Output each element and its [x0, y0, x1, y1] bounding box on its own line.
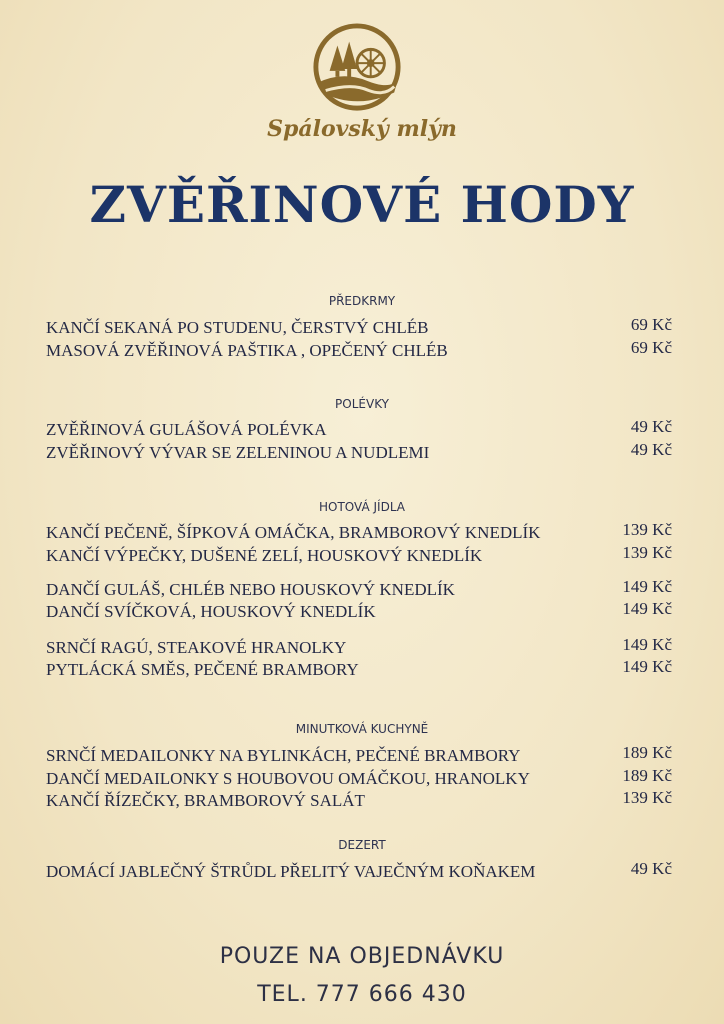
- menu-item: [46, 635, 672, 660]
- menu-item-name: DOMÁCÍ JABLEČNÝ ŠTRŮDL PŘELITÝ VAJEČNÝM KOŇAKEM: [46, 862, 536, 881]
- section-title-minutkova-kuchyne: MINUTKOVÁ KUCHYNĚ: [295, 722, 429, 736]
- menu-item: [46, 657, 672, 682]
- section-title-polevky: POLÉVKY: [335, 397, 389, 411]
- menu-item-name: SRNČÍ RAGÚ, STEAKOVÉ HRANOLKY: [46, 638, 347, 657]
- page-title: ZVĚŘINOVÉ HODY: [89, 175, 635, 234]
- menu-item-name: DANČÍ SVÍČKOVÁ, HOUSKOVÝ KNEDLÍK: [46, 602, 376, 621]
- menu-item-price: 149 Kč: [622, 599, 672, 618]
- menu-item: [46, 417, 672, 442]
- section-title-dezert: DEZERT: [338, 838, 386, 852]
- menu-item-price: 149 Kč: [622, 657, 672, 676]
- menu-item: [46, 599, 672, 624]
- menu-item-price: 139 Kč: [622, 543, 672, 562]
- section-title-hotova-jidla: HOTOVÁ JÍDLA: [319, 500, 405, 514]
- menu-item-price: 69 Kč: [630, 315, 672, 334]
- menu-item-name: KANČÍ VÝPEČKY, DUŠENÉ ZELÍ, HOUSKOVÝ KNEDLÍK: [46, 546, 483, 565]
- menu-item-name: DANČÍ MEDAILONKY S HOUBOVOU OMÁČKOU, HRANOLKY: [46, 769, 530, 788]
- menu-item: [46, 440, 672, 465]
- menu-item-price: 139 Kč: [622, 788, 672, 807]
- section-title-predkrmy: PŘEDKRMY: [328, 294, 396, 308]
- menu-item-name: ZVĚŘINOVÝ VÝVAR SE ZELENINOU A NUDLEMI: [46, 443, 430, 462]
- menu-item-price: 139 Kč: [622, 520, 672, 539]
- menu-item: [46, 788, 672, 813]
- menu-item-price: 49 Kč: [630, 440, 672, 459]
- menu-item-name: SRNČÍ MEDAILONKY NA BYLINKÁCH, PEČENÉ BRAMBORY: [46, 746, 521, 765]
- phone-number: TEL. 777 666 430: [257, 982, 467, 1007]
- mill-logo-icon: [308, 22, 406, 114]
- brand-name: Spálovský mlýn: [267, 116, 457, 142]
- menu-item: [46, 577, 672, 602]
- menu-item: [46, 543, 672, 568]
- menu-item-name: KANČÍ SEKANÁ PO STUDENU, ČERSTVÝ CHLÉB: [46, 318, 429, 337]
- menu-item-price: 49 Kč: [630, 859, 672, 878]
- menu-item-name: DANČÍ GULÁŠ, CHLÉB NEBO HOUSKOVÝ KNEDLÍK: [46, 580, 455, 599]
- menu-item-name: ZVĚŘINOVÁ GULÁŠOVÁ POLÉVKA: [46, 420, 327, 439]
- menu-item-name: KANČÍ ŘÍZEČKY, BRAMBOROVÝ SALÁT: [46, 791, 365, 810]
- menu-item: [46, 766, 672, 791]
- order-note: POUZE NA OBJEDNÁVKU: [219, 944, 505, 969]
- menu-item: [46, 520, 672, 545]
- menu-item-price: 69 Kč: [630, 338, 672, 357]
- menu-item: [46, 859, 672, 884]
- menu-item-name: MASOVÁ ZVĚŘINOVÁ PAŠTIKA , OPEČENÝ CHLÉB: [46, 341, 448, 360]
- menu-item-price: 49 Kč: [630, 417, 672, 436]
- menu-item-price: 189 Kč: [622, 766, 672, 785]
- menu-item: [46, 315, 672, 340]
- menu-item: [46, 743, 672, 768]
- menu-item: [46, 338, 672, 363]
- menu-item-name: KANČÍ PEČENĚ, ŠÍPKOVÁ OMÁČKA, BRAMBOROVÝ KNEDLÍK: [46, 523, 541, 542]
- menu-item-name: PYTLÁCKÁ SMĚS, PEČENÉ BRAMBORY: [46, 660, 359, 679]
- menu-item-price: 149 Kč: [622, 635, 672, 654]
- menu-item-price: 189 Kč: [622, 743, 672, 762]
- menu-item-price: 149 Kč: [622, 577, 672, 596]
